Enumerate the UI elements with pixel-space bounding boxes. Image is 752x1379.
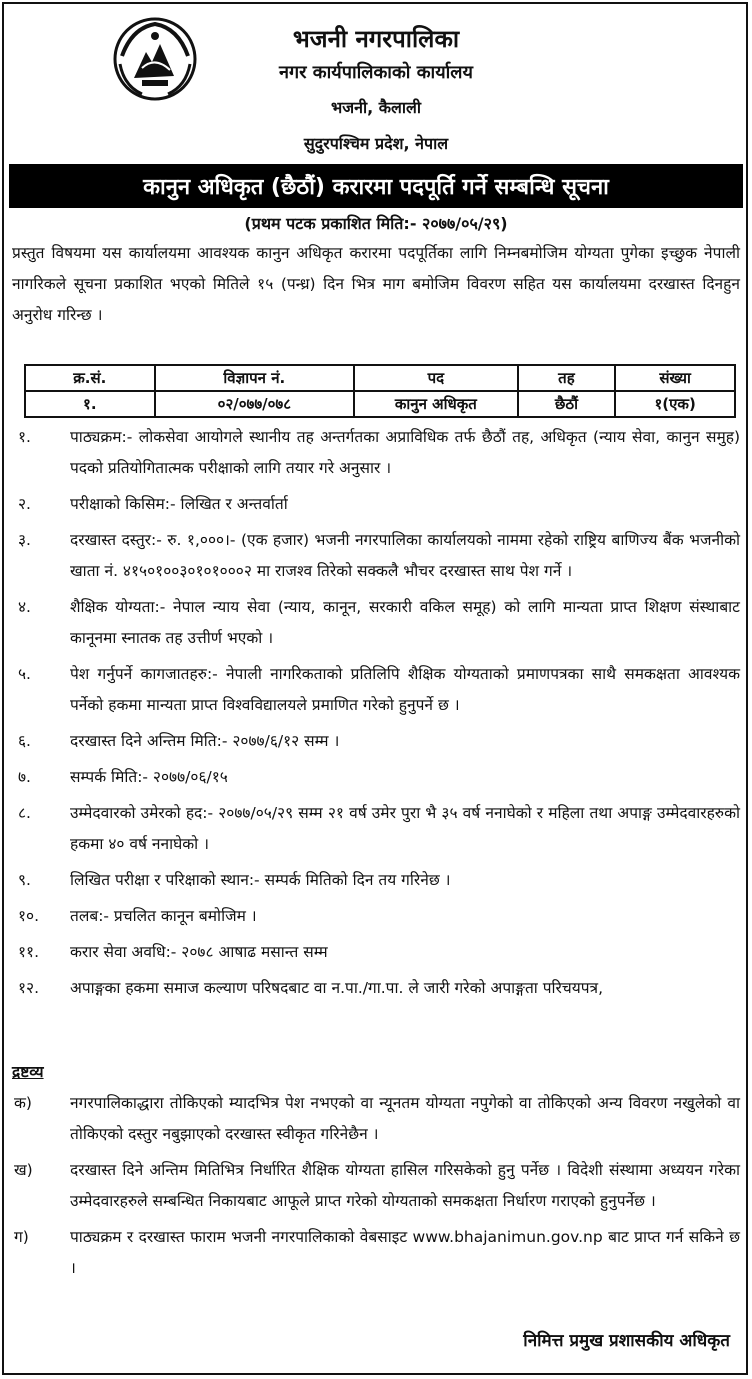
item-number: ७. — [18, 768, 31, 786]
note-text: दरखास्त दिने अन्तिम मितिभित्र निर्धारित शैक्षिक योग्यता हासिल गरिसकेको हुनु पर्नेछ । विदेशी संस्थामा अध्ययन गरेका उम्मेदवारहरुले सम्बन्धित निकायबाट आफूले प्राप्त गरेको योग्यताको समकक्षता निर्धारण गराएको हुनुपर्नेछ । — [70, 1161, 740, 1210]
list-item — [10, 865, 740, 896]
item-text: परीक्षाको किसिम:- लिखित र अन्तर्वार्ता — [70, 495, 288, 513]
list-item — [10, 1088, 740, 1150]
item-number: ३. — [18, 531, 31, 549]
note-letter: ख) — [14, 1161, 33, 1179]
header-count: संख्या — [615, 365, 735, 391]
list-item — [10, 1155, 740, 1217]
list-item — [10, 592, 740, 654]
list-item — [10, 973, 740, 1004]
header-serial: क्र.सं. — [25, 365, 155, 391]
item-number: ९. — [18, 871, 31, 889]
item-number: १. — [18, 428, 31, 446]
list-item — [10, 525, 740, 587]
post-table — [24, 364, 736, 418]
header-ad-number: विज्ञापन नं. — [155, 365, 354, 391]
province-name: सुदुरपश्चिम प्रदेश, नेपाल — [303, 134, 449, 153]
office-name: नगर कार्यपालिकाको कार्यालय — [279, 62, 473, 83]
item-text: सम्पर्क मिति:- २०७७/०६/१५ — [70, 768, 228, 786]
item-text: करार सेवा अवधि:- २०७८ आषाढ मसान्त सम्म — [70, 943, 328, 961]
item-number: ८. — [18, 804, 31, 822]
item-number: १०. — [18, 907, 40, 925]
item-text: पेश गर्नुपर्ने कागजातहरु:- नेपाली नागरिकताको प्रतिलिपि शैक्षिक योग्यताको प्रमाणपत्रका साथै समकक्षता आवश्यक पर्नेको हकमा मान्यता प्राप्त विश्वविद्यालयले प्रमाणित गरेको हुनुपर्ने छ । — [70, 665, 740, 714]
item-number: १२. — [18, 979, 40, 997]
item-number: ११. — [18, 943, 40, 961]
list-item — [10, 489, 740, 520]
item-number: ६. — [18, 732, 31, 750]
note-letter: ग) — [14, 1228, 29, 1246]
list-item — [10, 798, 740, 860]
published-date: (प्रथम पटक प्रकाशित मिति:- २०७७/०५/२९) — [244, 214, 508, 233]
cell-post: कानुन अधिकृत — [354, 391, 518, 417]
item-text: लिखित परीक्षा र परिक्षाको स्थान:- सम्पर्क मितिको दिन तय गरिनेछ । — [70, 871, 451, 889]
item-text: दरखास्त दस्तुर:- रु. १,०००।- (एक हजार) भजनी नगरपालिका कार्यालयको नाममा रहेको राष्ट्रिय बाणिज्य बैंक भजनीको खाता नं. ४१५०१००३०१०१०००२ मा राजश्व तिरेको सक्कलै भौचर दरखास्त साथ पेश गर्ने । — [70, 531, 740, 580]
cell-serial: १. — [25, 391, 155, 417]
municipality-name: भजनी नगरपालिका — [292, 25, 460, 53]
signatory-title: निमित्त प्रमुख प्रशासकीय अधिकृत — [523, 1331, 730, 1351]
notes-heading: द्रष्टव्य — [12, 1063, 44, 1081]
note-text: नगरपालिकाद्धारा तोकिएको म्यादभित्र पेश नभएको वा न्यूनतम योग्यता नपुगेको वा तोकिएको अन्य विवरण नखुलेको वा तोकिएको दस्तुर नबुझाएको दरखास्त स्वीकृत गरिनेछैन । — [70, 1094, 740, 1143]
item-text: पाठ्यक्रम:- लोकसेवा आयोगले स्थानीय तह अन्तर्गतका अप्राविधिक तर्फ छैठौं तह, अधिकृत (न्याय सेवा, कानुन समुह) पदको प्रतियोगितात्मक परीक्षाको लागि तयार गरे अनुसार । — [70, 428, 740, 477]
item-text: तलब:- प्रचलित कानून बमोजिम । — [70, 907, 257, 925]
notes-list — [10, 1088, 740, 1289]
table-header-row — [25, 365, 735, 391]
intro-paragraph: प्रस्तुत विषयमा यस कार्यालयमा आवश्यक कानुन अधिकृत करारमा पदपूर्तिका लागि निम्नबमोजिम योग्यता पुगेका इच्छुक नेपाली नागरिकले सूचना प्रकाशित भएको मितिले १५ (पन्ध्र) दिन भित्र माग बमोजिम विवरण सहित यस कार्यालयमा दरखास्त दिनहुन अनुरोध गरिन्छ । — [12, 244, 740, 324]
item-text: दरखास्त दिने अन्तिम मिति:- २०७७/६/१२ सम्म । — [70, 732, 340, 750]
requirements-list — [10, 422, 740, 1009]
note-text: पाठ्यक्रम र दरखास्त फाराम भजनी नगरपालिकाको वेबसाइट www.bhajanimun.gov.np बाट प्राप्त गर्न सकिने छ । — [70, 1228, 740, 1277]
header-post: पद — [354, 365, 518, 391]
item-text: उम्मेदवारको उमेरको हद:- २०७७/०५/२९ सम्म २१ वर्ष उमेर पुरा भै ३५ वर्ष ननाघेको र महिला तथा अपाङ्ग उम्मेदवारहरुको हकमा ४० वर्ष ननाघेको । — [70, 804, 740, 853]
office-location: भजनी, कैलाली — [330, 98, 422, 117]
cell-ad-number: ०२/०७७/०७८ — [155, 391, 354, 417]
item-number: ४. — [18, 598, 31, 616]
item-text: अपाङ्गका हकमा समाज कल्याण परिषदबाट वा न.पा./गा.पा. ले जारी गरेको अपाङ्गता परिचयपत्र, — [70, 979, 603, 997]
cell-level: छैठौं — [518, 391, 616, 417]
item-number: ५. — [18, 665, 31, 683]
item-text: शैक्षिक योग्यता:- नेपाल न्याय सेवा (न्याय, कानून, सरकारी वकिल समूह) को लागि मान्यता प्राप्त शिक्षण संस्थाबाट कानूनमा स्नातक तह उत्तीर्ण भएको । — [70, 598, 740, 647]
notice-title: कानुन अधिकृत (छैठौं) करारमा पदपूर्ति गर्ने सम्बन्धि सूचना — [9, 164, 743, 208]
item-number: २. — [18, 495, 31, 513]
list-item — [10, 659, 740, 721]
list-item — [10, 726, 740, 757]
list-item — [10, 937, 740, 968]
table-row — [25, 391, 735, 417]
header-level: तह — [518, 365, 616, 391]
list-item — [10, 422, 740, 484]
list-item — [10, 901, 740, 932]
cell-count: १(एक) — [615, 391, 735, 417]
list-item — [10, 1222, 740, 1284]
note-letter: क) — [14, 1094, 32, 1112]
list-item — [10, 762, 740, 793]
